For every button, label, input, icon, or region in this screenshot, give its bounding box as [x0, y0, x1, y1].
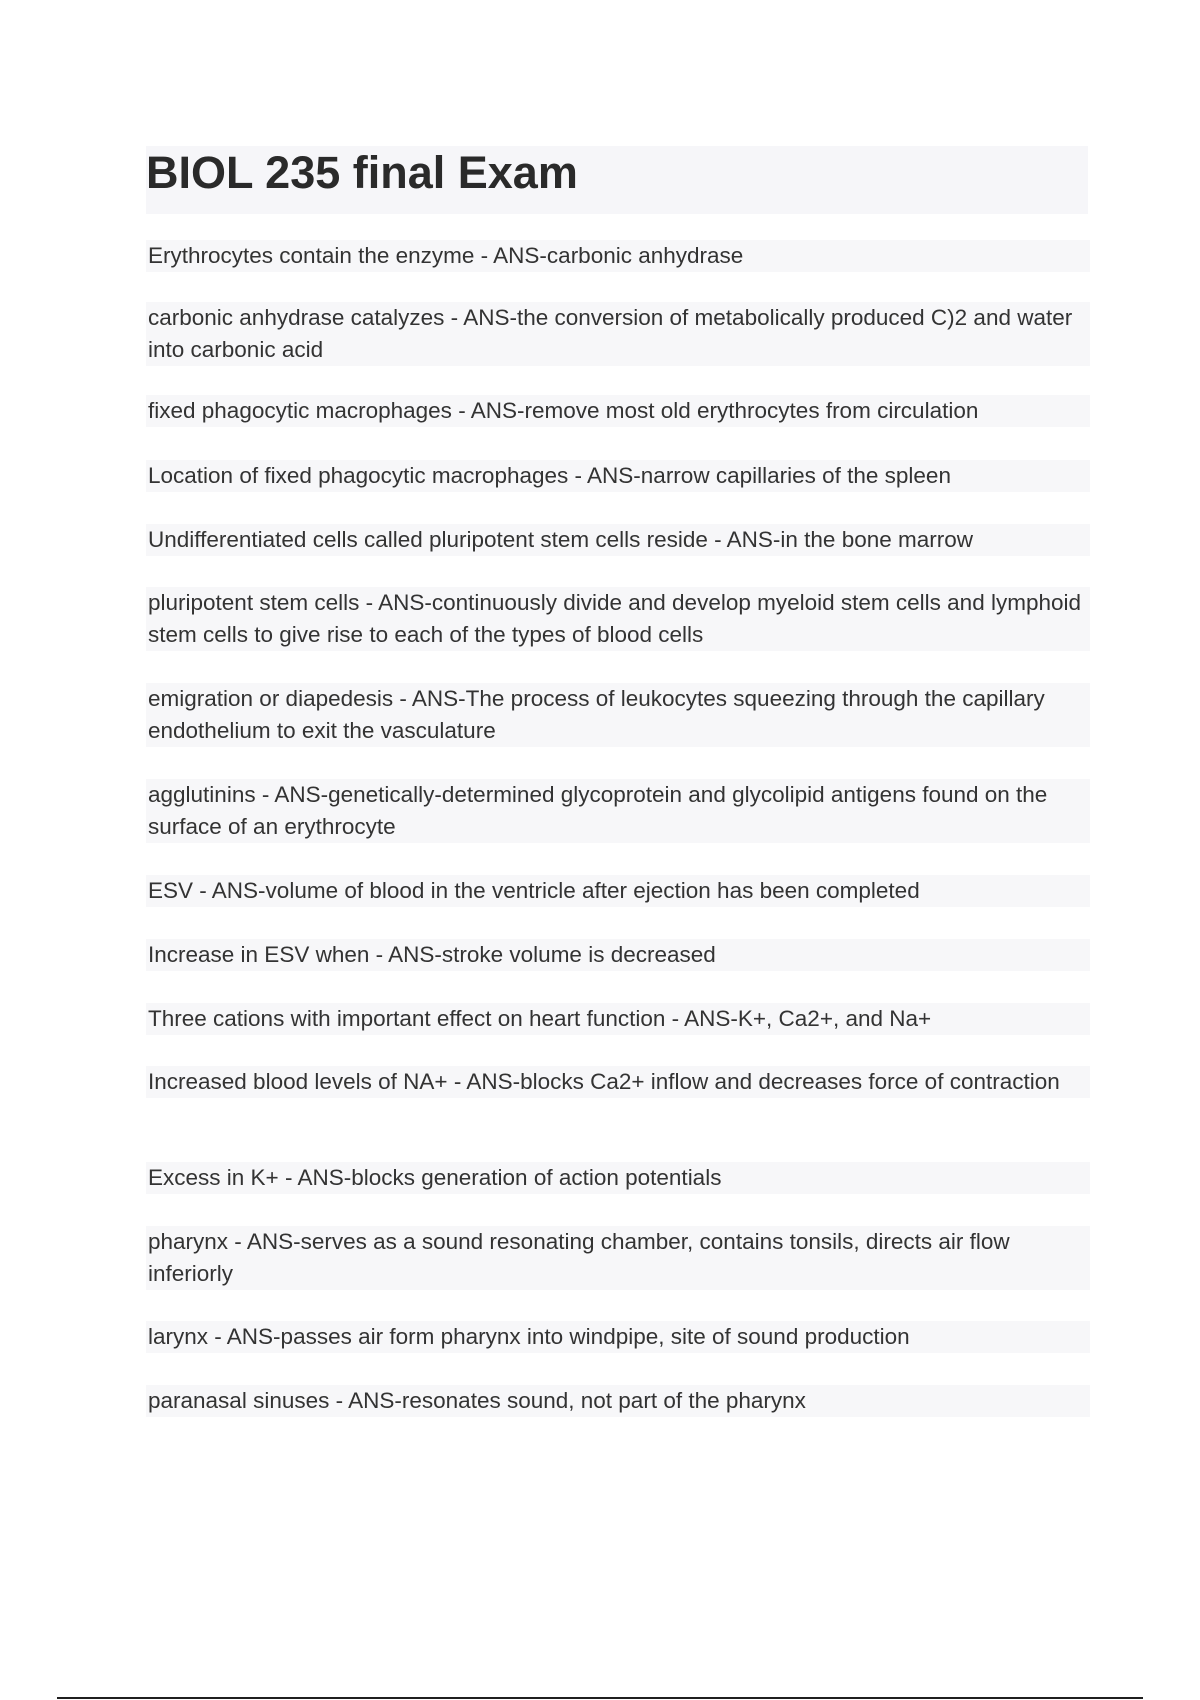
qa-question: Location of fixed phagocytic macrophages: [148, 463, 569, 488]
qa-answer: ANS-blocks generation of action potentials: [297, 1165, 722, 1190]
qa-question: Undifferentiated cells called pluripotent stem cells reside: [148, 527, 708, 552]
qa-answer: ANS-K+, Ca2+, and Na+: [684, 1006, 932, 1031]
qa-question: larynx: [148, 1324, 209, 1349]
qa-item: paranasal sinuses - ANS-resonates sound, not part of the pharynx: [146, 1385, 1090, 1417]
qa-question: agglutinins: [148, 782, 256, 807]
qa-answer: ANS-The process of leukocytes squeezing through the capillary endothelium to exit the vasculature: [148, 686, 1045, 743]
document-title: BIOL 235 final Exam: [146, 147, 578, 198]
qa-item: Location of fixed phagocytic macrophages - ANS-narrow capillaries of the spleen: [146, 460, 1090, 492]
qa-answer: ANS-stroke volume is decreased: [388, 942, 716, 967]
qa-item: emigration or diapedesis - ANS-The process of leukocytes squeezing through the capillary endothelium to exit the vasculature: [146, 683, 1090, 747]
qa-question: fixed phagocytic macrophages: [148, 398, 452, 423]
qa-answer: ANS-in the bone marrow: [726, 527, 973, 552]
qa-answer: ANS-the conversion of metabolically produced C)2 and water into carbonic acid: [148, 305, 1073, 362]
qa-item: ESV - ANS-volume of blood in the ventricle after ejection has been completed: [146, 875, 1090, 907]
footer-divider: [57, 1697, 1143, 1699]
qa-answer: ANS-serves as a sound resonating chamber, contains tonsils, directs air flow inferiorly: [148, 1229, 1010, 1286]
qa-item: carbonic anhydrase catalyzes - ANS-the conversion of metabolically produced C)2 and water into carbonic acid: [146, 302, 1090, 366]
qa-answer: ANS-passes air form pharynx into windpipe, site of sound production: [226, 1324, 910, 1349]
qa-question: Three cations with important effect on heart function: [148, 1006, 666, 1031]
qa-item: Increase in ESV when - ANS-stroke volume is decreased: [146, 939, 1090, 971]
qa-question: emigration or diapedesis: [148, 686, 394, 711]
qa-question: paranasal sinuses: [148, 1388, 330, 1413]
qa-item: pluripotent stem cells - ANS-continuously divide and develop myeloid stem cells and lymphoid stem cells to give rise to each of the types of blood cells: [146, 587, 1090, 651]
qa-answer: ANS-resonates sound, not part of the pharynx: [348, 1388, 806, 1413]
qa-answer: ANS-continuously divide and develop myeloid stem cells and lymphoid stem cells to give rise to each of the types of blood cells: [148, 590, 1081, 647]
qa-answer: ANS-blocks Ca2+ inflow and decreases force of contraction: [466, 1069, 1060, 1094]
qa-item: pharynx - ANS-serves as a sound resonating chamber, contains tonsils, directs air flow inferiorly: [146, 1226, 1090, 1290]
qa-answer: ANS-narrow capillaries of the spleen: [587, 463, 951, 488]
qa-question: pluripotent stem cells: [148, 590, 360, 615]
qa-question: Erythrocytes contain the enzyme: [148, 243, 475, 268]
qa-item: Excess in K+ - ANS-blocks generation of action potentials: [146, 1162, 1090, 1194]
qa-item: Undifferentiated cells called pluripotent stem cells reside - ANS-in the bone marrow: [146, 524, 1090, 556]
qa-item: Increased blood levels of NA+ - ANS-blocks Ca2+ inflow and decreases force of contraction: [146, 1066, 1090, 1098]
qa-item: fixed phagocytic macrophages - ANS-remove most old erythrocytes from circulation: [146, 395, 1090, 427]
qa-answer: ANS-genetically-determined glycoprotein and glycolipid antigens found on the surface of an erythrocyte: [148, 782, 1048, 839]
qa-item: Erythrocytes contain the enzyme - ANS-carbonic anhydrase: [146, 240, 1090, 272]
qa-item: Three cations with important effect on heart function - ANS-K+, Ca2+, and Na+: [146, 1003, 1090, 1035]
qa-question: pharynx: [148, 1229, 229, 1254]
qa-question: Increase in ESV when: [148, 942, 370, 967]
qa-question: ESV: [148, 878, 194, 903]
qa-question: Excess in K+: [148, 1165, 279, 1190]
qa-question: carbonic anhydrase catalyzes: [148, 305, 445, 330]
qa-item: larynx - ANS-passes air form pharynx into windpipe, site of sound production: [146, 1321, 1090, 1353]
qa-item: agglutinins - ANS-genetically-determined glycoprotein and glycolipid antigens found on the surface of an erythrocyte: [146, 779, 1090, 843]
qa-answer: ANS-volume of blood in the ventricle after ejection has been completed: [211, 878, 920, 903]
qa-question: Increased blood levels of NA+: [148, 1069, 448, 1094]
qa-answer: ANS-carbonic anhydrase: [493, 243, 744, 268]
qa-answer: ANS-remove most old erythrocytes from circulation: [470, 398, 979, 423]
